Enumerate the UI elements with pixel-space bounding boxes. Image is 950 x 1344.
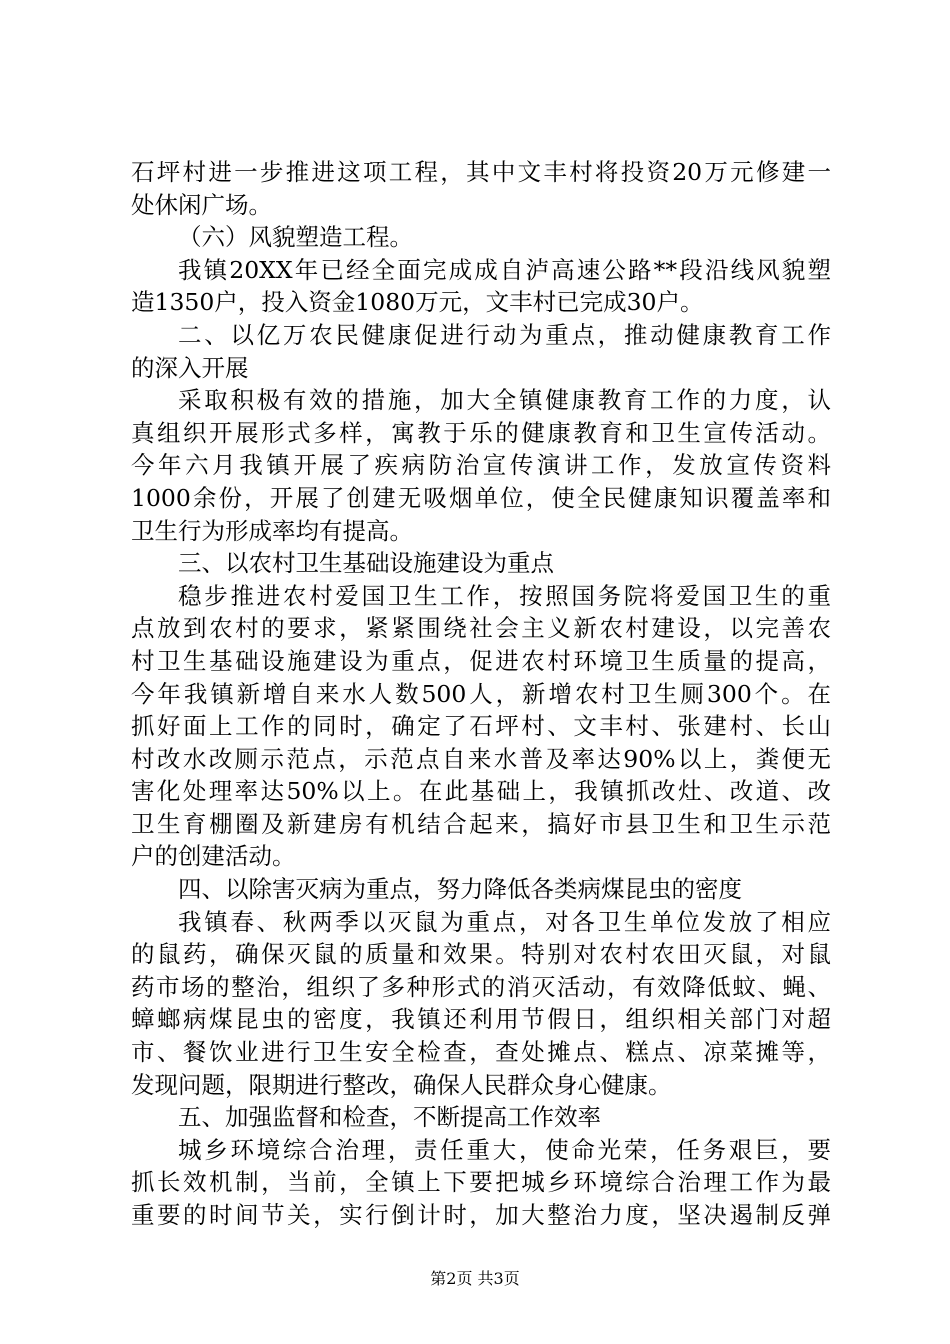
text-line: 卫生育棚圈及新建房有机结合起来，搞好市县卫生和卫生示范: [131, 809, 831, 838]
text-line: 点放到农村的要求，紧紧围绕社会主义新农村建设，以完善农: [131, 614, 831, 643]
section-heading: （六）风貌塑造工程。: [178, 223, 413, 252]
text-line: 真组织开展形式多样，寓教于乐的健康教育和卫生宣传活动。: [131, 418, 831, 447]
text-line: 重要的时间节关，实行倒计时，加大整治力度，坚决遏制反弹: [131, 1201, 831, 1229]
text-line: 造1350户，投入资金1080万元，文丰村已完成30户。: [131, 288, 704, 317]
text-line: 的鼠药，确保灭鼠的质量和效果。特别对农村农田灭鼠，对鼠: [131, 940, 831, 969]
text-line: 抓好面上工作的同时，确定了石坪村、文丰村、张建村、长山: [131, 712, 831, 741]
text-line: 药市场的整治，组织了多种形式的消灭活动，有效降低蚊、蝇、: [131, 972, 831, 1001]
section-heading: 二、以亿万农民健康促进行动为重点，推动健康教育工作: [178, 320, 831, 349]
text-line: 今年我镇新增自来水人数500人，新增农村卫生厕300个。在: [131, 679, 831, 708]
text-line: 发现问题，限期进行整改，确保人民群众身心健康。: [131, 1070, 672, 1099]
text-line: 1000余份，开展了创建无吸烟单位，使全民健康知识覆盖率和: [131, 483, 831, 512]
section-heading: 三、以农村卫生基础设施建设为重点: [178, 549, 554, 578]
section-heading: 的深入开展: [131, 353, 249, 382]
page-number-footer: 第2页 共3页: [430, 1269, 520, 1288]
text-line: 市、餐饮业进行卫生安全检查，查处摊点、糕点、凉菜摊等，: [131, 1038, 831, 1067]
text-line: 户的创建活动。: [131, 842, 296, 871]
document-body: [131, 156, 831, 1232]
text-line: 稳步推进农村爱国卫生工作，按照国务院将爱国卫生的重: [178, 581, 831, 610]
text-line: 蟑螂病煤昆虫的密度，我镇还利用节假日，组织相关部门对超: [131, 1005, 831, 1034]
text-line: 采取积极有效的措施，加大全镇健康教育工作的力度，认: [178, 386, 831, 415]
text-line: 石坪村进一步推进这项工程，其中文丰村将投资20万元修建一: [131, 158, 831, 186]
text-line: 村改水改厕示范点，示范点自来水普及率达90%以上，粪便无: [131, 744, 831, 773]
text-line: 我镇20XX年已经全面完成成自泸高速公路**段沿线风貌塑: [178, 255, 831, 284]
text-line: 村卫生基础设施建设为重点，促进农村环境卫生质量的提高，: [131, 646, 831, 675]
text-line: 我镇春、秋两季以灭鼠为重点，对各卫生单位发放了相应: [178, 907, 831, 936]
section-heading: 四、以除害灭病为重点，努力降低各类病煤昆虫的密度: [178, 875, 742, 904]
text-line: 城乡环境综合治理，责任重大，使命光荣，任务艰巨，要: [178, 1135, 831, 1164]
text-line: 害化处理率达50%以上。在此基础上，我镇抓改灶、改道、改: [131, 777, 831, 806]
text-line: 卫生行为形成率均有提高。: [131, 516, 413, 545]
text-line: 处休闲广场。: [131, 190, 272, 219]
section-heading: 五、加强监督和检查，不断提高工作效率: [178, 1103, 601, 1132]
text-line: 抓长效机制，当前，全镇上下要把城乡环境综合治理工作为最: [131, 1168, 831, 1197]
text-line: 今年六月我镇开展了疾病防治宣传演讲工作，发放宣传资料: [131, 451, 831, 480]
